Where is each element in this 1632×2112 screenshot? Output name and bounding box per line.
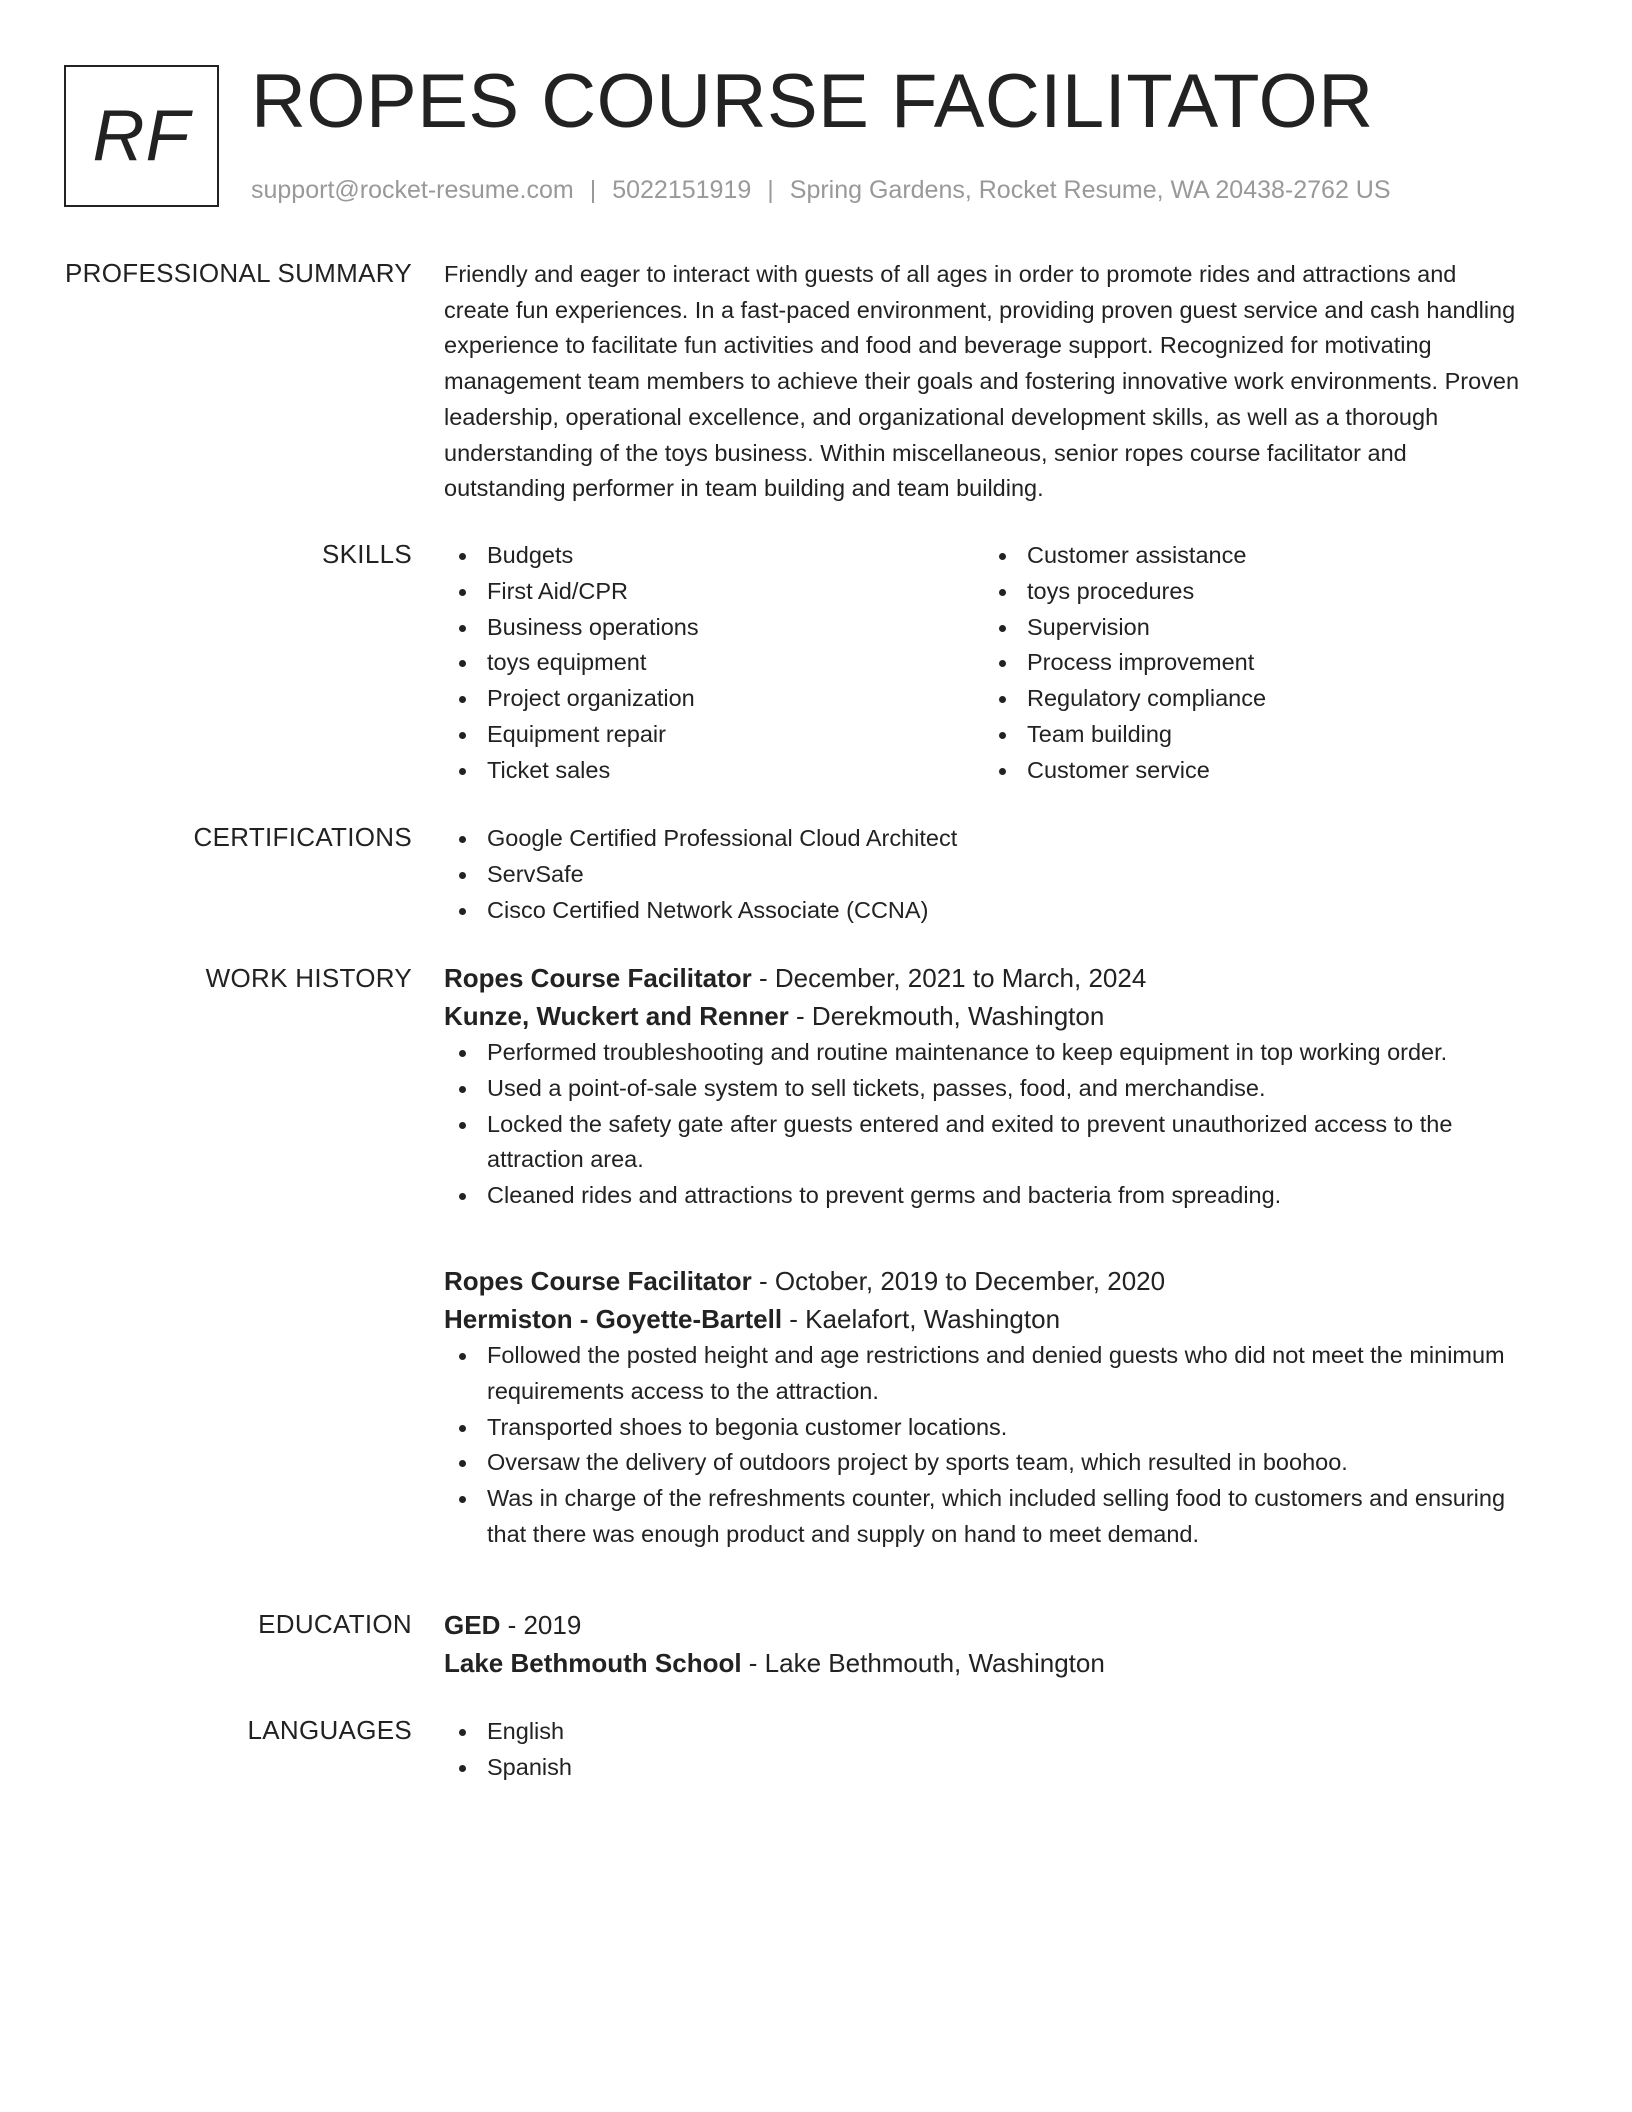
- job-duty: Cleaned rides and attractions to prevent germs and bacteria from spreading.: [444, 1178, 1524, 1214]
- job-entry: [444, 1262, 1524, 1553]
- contact-line: [251, 174, 1391, 206]
- skill-item: Customer service: [984, 753, 1524, 789]
- skill-item: Team building: [984, 717, 1524, 753]
- skill-item: toys equipment: [444, 645, 984, 681]
- job-title: Ropes Course Facilitator: [444, 1266, 752, 1296]
- summary-text: Friendly and eager to interact with guests of all ages in order to promote rides and attractions and create fun experiences. In a fast-paced environment, providing proven guest service and cash handling experience to facilitate fun activities and food and beverage support. Recognized for motivating management team members to achieve their goals and fostering innovative work environments. Proven leadership, operational excellence, and organizational development skills, as well as a thorough understanding of the toys business. Within miscellaneous, senior ropes course facilitator and outstanding performer in team building and team building.: [444, 261, 1520, 502]
- job-company: Kunze, Wuckert and Renner: [444, 1001, 789, 1031]
- certifications-list: [444, 821, 1524, 928]
- job-dates: - December, 2021 to March, 2024: [751, 963, 1147, 993]
- skill-item: Customer assistance: [984, 538, 1524, 574]
- contact-separator: |: [589, 176, 597, 204]
- job-duty: Followed the posted height and age restrictions and denied guests who did not meet the minimum requirements access to the attraction.: [444, 1338, 1524, 1410]
- contact-email: support@rocket-resume.com: [251, 176, 574, 204]
- job-title-line: [444, 959, 1524, 997]
- section-label: EDUCATION: [258, 1609, 412, 1639]
- resume-title: ROPES COURSE FACILITATOR: [251, 59, 1374, 144]
- section-label: LANGUAGES: [247, 1715, 412, 1745]
- education-degree-line: [444, 1606, 1524, 1644]
- section-label: WORK HISTORY: [205, 963, 412, 993]
- job-company-line: [444, 997, 1524, 1035]
- job-duty: Used a point-of-sale system to sell tickets, passes, food, and merchandise.: [444, 1071, 1524, 1107]
- skill-item: Regulatory compliance: [984, 681, 1524, 717]
- skill-item: Budgets: [444, 538, 984, 574]
- job-title-line: [444, 1262, 1524, 1300]
- job-duties-list: [444, 1035, 1524, 1214]
- section-label: SKILLS: [322, 539, 412, 569]
- skills-list-right: [984, 538, 1524, 789]
- job-duty: Locked the safety gate after guests entered and exited to prevent unauthorized access to the attraction area.: [444, 1107, 1524, 1179]
- language-item: English: [444, 1714, 1524, 1750]
- contact-separator: |: [767, 176, 774, 204]
- job-company-line: [444, 1300, 1524, 1338]
- skill-item: Ticket sales: [444, 753, 984, 789]
- job-duty: Oversaw the delivery of outdoors project by sports team, which resulted in boohoo.: [444, 1445, 1524, 1481]
- job-duties-list: [444, 1338, 1524, 1553]
- education-degree: GED: [444, 1610, 501, 1640]
- languages-list: [444, 1714, 1524, 1786]
- skill-item: toys procedures: [984, 574, 1524, 610]
- skill-item: Project organization: [444, 681, 984, 717]
- certification-item: Cisco Certified Network Associate (CCNA): [444, 893, 1524, 929]
- skills-list-left: [444, 538, 984, 789]
- job-location: - Kaelafort, Washington: [782, 1304, 1061, 1334]
- education-school-line: [444, 1644, 1524, 1682]
- certification-item: ServSafe: [444, 857, 1524, 893]
- section-label: PROFESSIONAL SUMMARY: [65, 258, 412, 288]
- education-year: - 2019: [500, 1610, 582, 1640]
- job-dates: - October, 2019 to December, 2020: [751, 1266, 1166, 1296]
- certification-item: Google Certified Professional Cloud Architect: [444, 821, 1524, 857]
- section-label: CERTIFICATIONS: [193, 822, 412, 852]
- skill-item: Supervision: [984, 610, 1524, 646]
- contact-address: Spring Gardens, Rocket Resume, WA 20438-2762 US: [789, 176, 1391, 204]
- job-duty: Was in charge of the refreshments counter, which included selling food to customers and ensuring that there was enough product and supply on hand to meet demand.: [444, 1481, 1524, 1553]
- job-company: Hermiston - Goyette-Bartell: [444, 1304, 783, 1334]
- skill-item: First Aid/CPR: [444, 574, 984, 610]
- job-location: - Derekmouth, Washington: [788, 1001, 1105, 1031]
- monogram-logo: RF: [64, 65, 219, 207]
- job-title: Ropes Course Facilitator: [444, 963, 752, 993]
- job-duty: Performed troubleshooting and routine maintenance to keep equipment in top working order.: [444, 1035, 1524, 1071]
- contact-phone: 5022151919: [612, 176, 752, 204]
- job-duty: Transported shoes to begonia customer locations.: [444, 1410, 1524, 1446]
- skill-item: Equipment repair: [444, 717, 984, 753]
- language-item: Spanish: [444, 1750, 1524, 1786]
- job-entry: [444, 959, 1524, 1214]
- skill-item: Process improvement: [984, 645, 1524, 681]
- education-school: Lake Bethmouth School: [444, 1648, 742, 1678]
- skill-item: Business operations: [444, 610, 984, 646]
- education-location: - Lake Bethmouth, Washington: [741, 1648, 1105, 1678]
